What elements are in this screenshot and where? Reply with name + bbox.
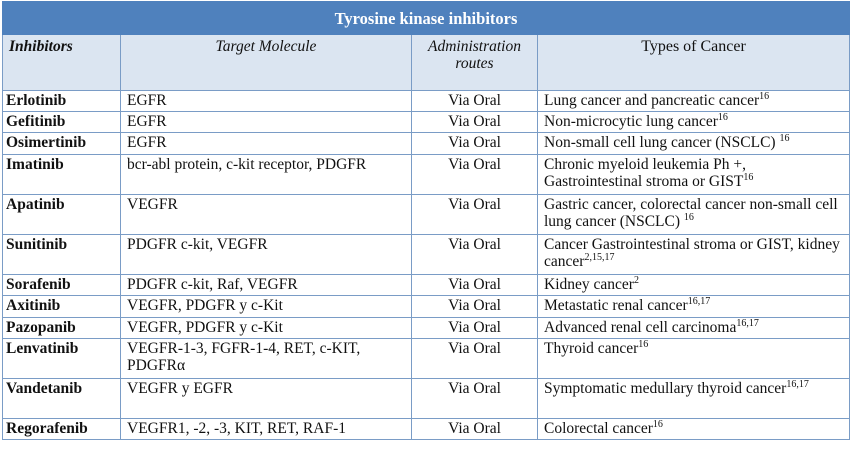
table-row [3, 296, 850, 318]
reference-superscript: 16 [743, 172, 754, 183]
cell-target-molecule: EGFR [121, 112, 412, 133]
table-title-row [3, 2, 850, 35]
cancer-type-text: Colorectal cancer [544, 420, 653, 437]
table-row [3, 155, 850, 195]
cell-administration-route: Via Oral [412, 318, 538, 339]
cancer-type-text: Thyroid cancer [544, 340, 639, 357]
cell-target-molecule: EGFR [121, 91, 412, 112]
cell-cancer-type [538, 419, 850, 440]
cell-target-molecule: VEGFR1, -2, -3, KIT, RET, RAF-1 [121, 419, 412, 440]
reference-superscript: 16 [638, 339, 649, 350]
cell-administration-route: Via Oral [412, 195, 538, 235]
cell-inhibitor: Axitinib [3, 296, 121, 318]
table-row [3, 379, 850, 419]
cell-inhibitor: Apatinib [3, 195, 121, 235]
cell-cancer-type [538, 235, 850, 275]
cell-inhibitor: Sunitinib [3, 235, 121, 275]
cell-inhibitor: Lenvatinib [3, 339, 121, 379]
cell-administration-route: Via Oral [412, 235, 538, 275]
reference-superscript: 2,15,17 [584, 252, 615, 263]
cancer-type-text: Advanced renal cell carcinoma [544, 319, 737, 336]
cell-inhibitor: Gefitinib [3, 112, 121, 133]
header-inhibitors: Inhibitors [3, 35, 121, 91]
table-row [3, 235, 850, 275]
table-row [3, 339, 850, 379]
cell-administration-route: Via Oral [412, 275, 538, 296]
cell-target-molecule: VEGFR y EGFR [121, 379, 412, 419]
cell-target-molecule: PDGFR c-kit, VEGFR [121, 235, 412, 275]
table-row [3, 195, 850, 235]
table-row [3, 318, 850, 339]
cell-target-molecule: VEGFR, PDGFR y c-Kit [121, 318, 412, 339]
cell-inhibitor: Regorafenib [3, 419, 121, 440]
cell-inhibitor: Sorafenib [3, 275, 121, 296]
cell-target-molecule: PDGFR c-kit, Raf, VEGFR [121, 275, 412, 296]
tki-table [2, 1, 850, 440]
table-title: Tyrosine kinase inhibitors [3, 2, 850, 35]
table-row [3, 419, 850, 440]
header-target-molecule: Target Molecule [121, 35, 412, 91]
cancer-type-text: Kidney cancer [544, 276, 634, 293]
reference-superscript: 16,17 [736, 318, 759, 329]
reference-superscript: 16 [779, 133, 790, 144]
cell-inhibitor: Pazopanib [3, 318, 121, 339]
cell-target-molecule: VEGFR [121, 195, 412, 235]
cell-target-molecule: bcr-abl protein, c-kit receptor, PDGFR [121, 155, 412, 195]
reference-superscript: 16 [652, 419, 663, 430]
table-row [3, 275, 850, 296]
cell-cancer-type [538, 339, 850, 379]
cancer-type-text: Gastric cancer, colorectal cancer non-small cell lung cancer (NSCLC) [544, 196, 838, 230]
cancer-type-text: Non-microcytic lung cancer [544, 113, 718, 130]
cell-cancer-type [538, 133, 850, 155]
reference-superscript: 2 [633, 275, 639, 286]
cell-cancer-type [538, 379, 850, 419]
table-header-row [3, 35, 850, 91]
cell-target-molecule: VEGFR-1-3, FGFR-1-4, RET, c-KIT, PDGFRα [121, 339, 412, 379]
header-types-of-cancer: Types of Cancer [538, 35, 850, 91]
reference-superscript: 16 [717, 112, 728, 123]
cell-administration-route: Via Oral [412, 419, 538, 440]
cell-target-molecule: VEGFR, PDGFR y c-Kit [121, 296, 412, 318]
reference-superscript: 16,17 [786, 379, 809, 390]
cell-cancer-type [538, 155, 850, 195]
cell-cancer-type [538, 91, 850, 112]
cell-administration-route: Via Oral [412, 133, 538, 155]
cell-administration-route: Via Oral [412, 91, 538, 112]
cell-administration-route: Via Oral [412, 379, 538, 419]
cancer-type-text: Chronic myeloid leukemia Ph +, Gastrointestinal stroma or GIST [544, 156, 747, 190]
table-row [3, 91, 850, 112]
cell-inhibitor: Osimertinib [3, 133, 121, 155]
cell-inhibitor: Erlotinib [3, 91, 121, 112]
header-administration-routes: Administration routes [412, 35, 538, 91]
cell-inhibitor: Imatinib [3, 155, 121, 195]
cell-inhibitor: Vandetanib [3, 379, 121, 419]
cell-cancer-type [538, 318, 850, 339]
table-row [3, 112, 850, 133]
cell-administration-route: Via Oral [412, 155, 538, 195]
cancer-type-text: Non-small cell lung cancer (NSCLC) [544, 134, 780, 151]
cell-target-molecule: EGFR [121, 133, 412, 155]
cancer-type-text: Cancer Gastrointestinal stroma or GIST, kidney cancer [544, 236, 840, 270]
reference-superscript: 16 [683, 212, 694, 223]
cell-cancer-type [538, 296, 850, 318]
cancer-type-text: Lung cancer and pancreatic cancer [544, 92, 760, 109]
cell-cancer-type [538, 112, 850, 133]
cell-administration-route: Via Oral [412, 339, 538, 379]
cell-cancer-type [538, 195, 850, 235]
document-page [2, 1, 851, 466]
cancer-type-text: Metastatic renal cancer [544, 297, 688, 314]
cell-administration-route: Via Oral [412, 112, 538, 133]
reference-superscript: 16 [759, 91, 770, 102]
cell-cancer-type [538, 275, 850, 296]
reference-superscript: 16,17 [687, 296, 711, 307]
table-row [3, 133, 850, 155]
cancer-type-text: Symptomatic medullary thyroid cancer [544, 380, 787, 397]
cell-administration-route: Via Oral [412, 296, 538, 318]
